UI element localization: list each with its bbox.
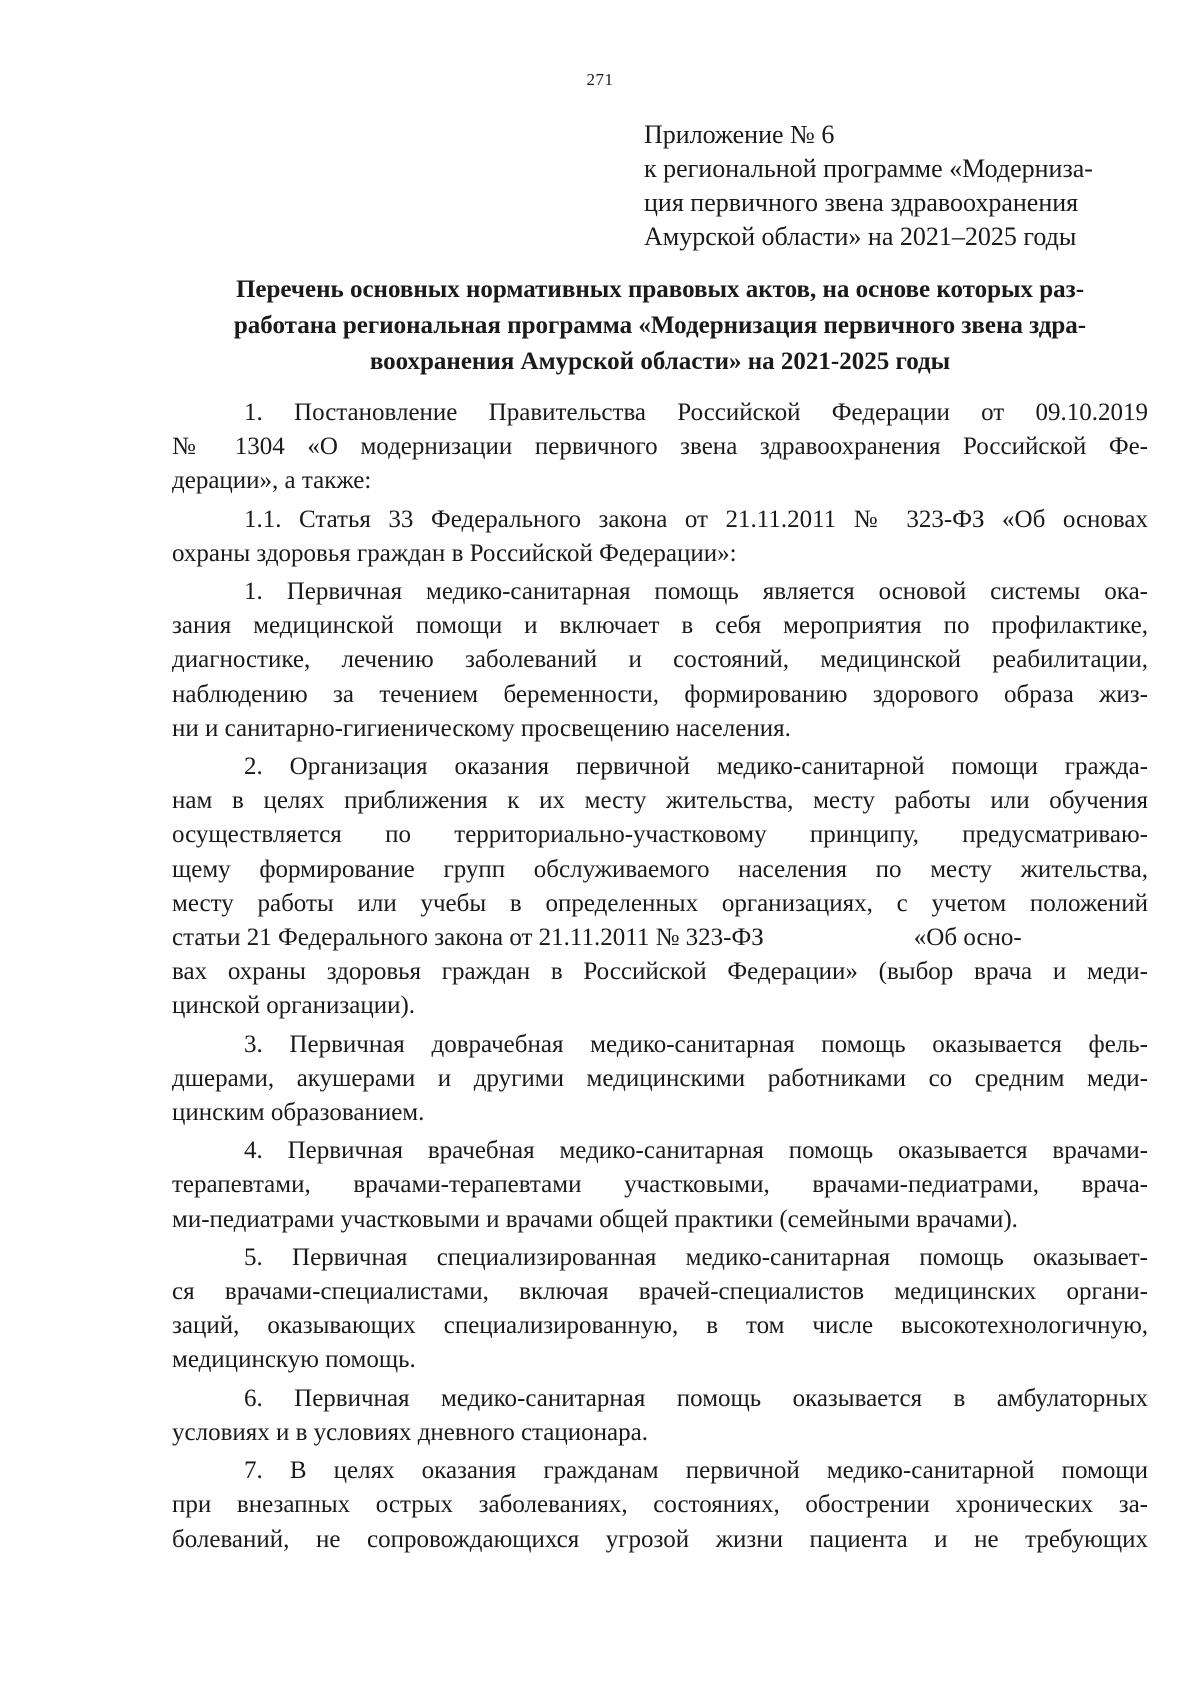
text-line-with-gap (172, 921, 1148, 955)
text-line: месту работы или учебы в определенных организациях, с учетом положений (172, 889, 1148, 917)
paragraph-item-4 (172, 1134, 1148, 1237)
text-line: 5. Первичная специализированная медико-санитарная помощь оказывает- (244, 1243, 1148, 1271)
title-line: воохранения Амурской области» на 2021-2025 годы (369, 348, 951, 375)
page-number: 271 (586, 70, 614, 89)
text-line: 4. Первичная врачебная медико-санитарная помощь оказывается врачами- (244, 1137, 1148, 1165)
appendix-line: Амурской области» на 2021–2025 годы (644, 222, 1077, 251)
text-line: 3. Первичная доврачебная медико-санитарная помощь оказывается фель- (244, 1030, 1148, 1058)
text-line: щему формирование групп обслуживаемого населения по месту жительства, (172, 855, 1148, 883)
text-line: цинской организации). (172, 992, 416, 1020)
text-line: 2. Организация оказания первичной медико-санитарной помощи гражда- (244, 753, 1148, 781)
text-line: 7. В целях оказания гражданам первичной медико-санитарной помощи (244, 1457, 1148, 1485)
document-body (172, 396, 1148, 1561)
text-line: 1. Первичная медико-санитарная помощь является основой системы ока- (244, 578, 1148, 606)
text-line: № 1304 «О модернизации первичного звена здравоохранения Российской Фе- (172, 433, 1148, 461)
text-line: ни и санитарно-гигиеническому просвещению населения. (172, 714, 791, 742)
paragraph-1-1 (172, 503, 1148, 571)
title-line: Перечень основных нормативных правовых актов, на основе которых раз- (235, 276, 1085, 303)
text-line: при внезапных острых заболеваниях, состояниях, обострении хронических за- (172, 1491, 1148, 1519)
text-line: ми-педиатрами участковыми и врачами общей практики (семейными врачами). (172, 1205, 1018, 1233)
paragraph-item-2 (172, 750, 1148, 1024)
text-line: вах охраны здоровья граждан в Российской Федерации» (выбор врача и меди- (172, 958, 1148, 986)
appendix-line: Приложение № 6 (644, 120, 835, 149)
text-line: 1.1. Статья 33 Федерального закона от 21.11.2011 № 323-ФЗ «Об основах (244, 505, 1148, 533)
paragraph-item-3 (172, 1028, 1148, 1131)
paragraph-item-6 (172, 1382, 1148, 1450)
text-line: диагностике, лечению заболеваний и состояний, медицинской реабилитации, (172, 646, 1148, 674)
paragraph-item-1 (172, 575, 1148, 746)
text-line: наблюдению за течением беременности, формированию здорового образа жиз- (172, 680, 1148, 708)
paragraph-item-7 (172, 1454, 1148, 1557)
text-line: осуществляется по территориально-участковому принципу, предусматриваю- (172, 821, 1148, 849)
document-title (172, 272, 1148, 380)
text-line: медицинскую помощь. (172, 1346, 416, 1374)
text-line: 6. Первичная медико-санитарная помощь оказывается в амбулаторных (244, 1384, 1148, 1412)
text-segment: «Об осно- (913, 924, 1022, 952)
text-line: болеваний, не сопровождающихся угрозой жизни пациента и не требующих (172, 1525, 1148, 1553)
appendix-line: к региональной программе «Модерниза- (644, 154, 1093, 183)
text-segment: статьи 21 Федерального закона от 21.11.2011 № 323-ФЗ (172, 924, 764, 952)
text-line: ся врачами-специалистами, включая врачей-специалистов медицинских органи- (172, 1278, 1148, 1306)
text-line: дшерами, акушерами и другими медицинскими работниками со средним меди- (172, 1064, 1148, 1092)
text-line: зания медицинской помощи и включает в себя мероприятия по профилактике, (172, 612, 1148, 640)
text-line: охраны здоровья граждан в Российской Федерации»: (172, 539, 737, 567)
text-line: цинским образованием. (172, 1099, 425, 1127)
paragraph-1 (172, 396, 1148, 499)
appendix-header (644, 118, 1164, 254)
text-line: дерации», а также: (172, 467, 372, 495)
text-line: нам в целях приближения к их месту жительства, месту работы или обучения (172, 787, 1148, 815)
appendix-line: ция первичного звена здравоохранения (644, 188, 1079, 217)
text-line: заций, оказывающих специализированную, в том числе высокотехнологичную, (172, 1312, 1148, 1340)
title-line: работана региональная программа «Модернизация первичного звена здра- (233, 312, 1087, 339)
text-line: условиях и в условиях дневного стационара. (172, 1418, 648, 1446)
text-line: терапевтами, врачами-терапевтами участковыми, врачами-педиатрами, врача- (172, 1171, 1148, 1199)
paragraph-item-5 (172, 1241, 1148, 1378)
text-line: 1. Постановление Правительства Российской Федерации от 09.10.2019 (244, 399, 1148, 426)
